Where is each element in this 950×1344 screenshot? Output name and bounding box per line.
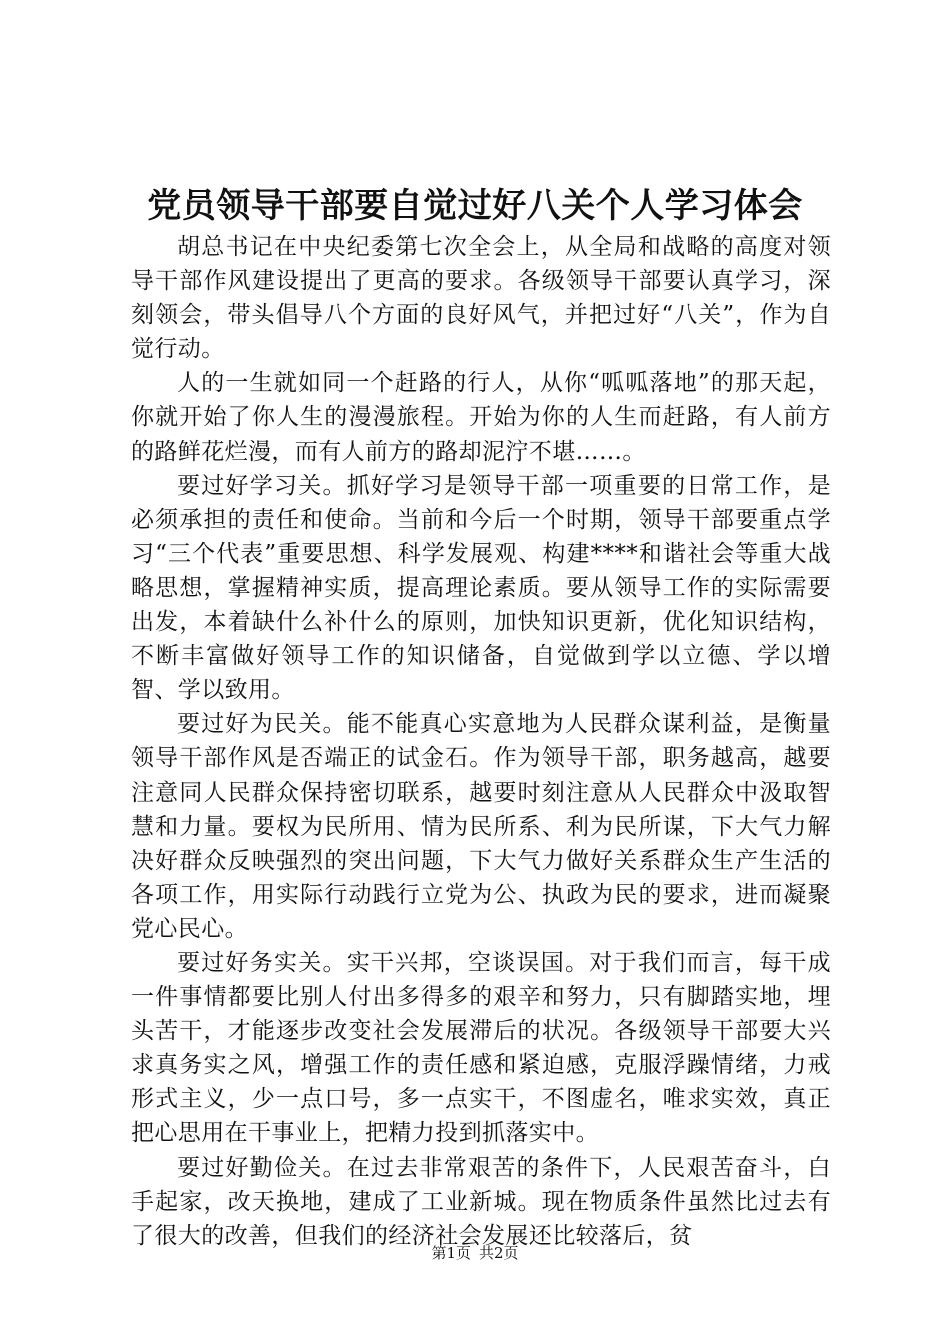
document-body — [131, 230, 831, 1253]
paragraph-serve-people: 要过好为民关。能不能真心实意地为人民群众谋利益，是衡量领导干部作风是否端正的试金石。作为领导干部，职务越高，越要注意同人民群众保持密切联系，越要时刻注意从人民群众中汲取智慧和力量。要权为民所用、情为民所系、利为民所谋，下大气力解决好群众反映强烈的突出问题，下大气力做好关系群众生产生活的各项工作，用实际行动践行立党为公、执政为民的要求，进而凝聚党心民心。 — [131, 711, 831, 942]
document-title: 党员领导干部要自觉过好八关个人学习体会 — [147, 186, 803, 226]
page-footer — [0, 1243, 950, 1263]
page-number: 第1页 — [431, 1244, 471, 1262]
paragraph-pragmatic: 要过好务实关。实干兴邦，空谈误国。对于我们而言，每干成一件事情都要比别人付出多得多的艰辛和努力，只有脚踏实地，埋头苦干，才能逐步改变社会发展滞后的状况。各级领导干部要大兴求真务实之风，增强工作的责任感和紧迫感，克服浮躁情绪，力戒形式主义，少一点口号，多一点实干，不图虚名，唯求实效，真正把心思用在干事业上，把精力投到抓落实中。 — [131, 949, 831, 1147]
paragraph-intro: 胡总书记在中央纪委第七次全会上，从全局和战略的高度对领导干部作风建设提出了更高的要求。各级领导干部要认真学习，深刻领会，带头倡导八个方面的良好风气，并把过好“八关”，作为自觉行动。 — [131, 234, 831, 363]
paragraph-life-journey: 人的一生就如同一个赶路的行人，从你“呱呱落地”的那天起，你就开始了你人生的漫漫旅程。开始为你的人生而赶路，有人前方的路鲜花烂漫，而有人前方的路却泥泞不堪……。 — [131, 370, 831, 465]
paragraph-study: 要过好学习关。抓好学习是领导干部一项重要的日常工作，是必须承担的责任和使命。当前和今后一个时期，领导干部要重点学习“三个代表”重要思想、科学发展观、构建****和谐社会等重大战略思想，掌握精神实质，提高理论素质。要从领导工作的实际需要出发，本着缺什么补什么的原则，加快知识更新，优化知识结构，不断丰富做好领导工作的知识储备，自觉做到学以立德、学以增智、学以致用。 — [131, 472, 831, 704]
page-total: 共2页 — [479, 1244, 519, 1262]
paragraph-frugality: 要过好勤俭关。在过去非常艰苦的条件下，人民艰苦奋斗，白手起家，改天换地，建成了工业新城。现在物质条件虽然比过去有了很大的改善，但我们的经济社会发展还比较落后，贫 — [131, 1154, 831, 1249]
